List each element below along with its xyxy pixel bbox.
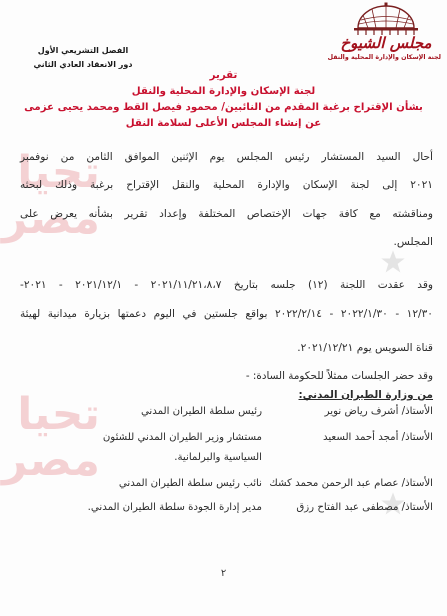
representative-name: الأستاذ/ مصطفى عبد الفتاح رزق [296, 502, 433, 513]
representative-name: الأستاذ/ عصام عبد الرحمن محمد كشك [269, 478, 433, 489]
session-line-2: دور الانعقاد العادي الثاني [33, 60, 133, 69]
representative-role: رئيس سلطة الطيران المدني [140, 406, 262, 417]
paragraph-2-line: قناة السويس يوم ٢٠٢١/١٢/٢١. [297, 342, 433, 354]
title-line-3: بشأن الإقتراح برغبة المقدم من النائبين/ محمود فيصل القط ومحمد يحيى عزمى [24, 102, 423, 113]
title-line-1: تقرير [209, 70, 238, 81]
watermark-word-2: مصر [2, 193, 100, 244]
paragraph-2-line: وقد عقدت اللجنة (١٢) جلسه بتاريخ ٢٠٢١/١١/٢١،٨،٧ - ٢٠٢١/١٢/١ - ٢٠٢١- [20, 279, 434, 291]
attendance-intro: وقد حضر الجلسات ممثلاً للحكومة السادة: - [245, 370, 433, 382]
watermark-star-icon [379, 248, 407, 276]
watermark-word-1: تحيا [17, 389, 100, 440]
representative-name: الأستاذ/ أشرف رياض نوير [324, 406, 433, 417]
representative-role: السياسية والبرلمانية. [174, 452, 262, 463]
paragraph-1-line: ٢٠٢١ إلى لجنة الإسكان والإدارة المحلية والنقل الإقتراح برغبة وذلك لبحثه [20, 179, 433, 191]
dome-icon [350, 2, 422, 36]
report-title [8, 68, 439, 132]
paragraph-1-line: المجلس. [393, 236, 433, 248]
senate-logo [327, 2, 441, 74]
watermark-word-2: مصر [2, 435, 100, 486]
logo-name: مجلس الشيوخ [340, 34, 432, 52]
session-line-1: الفصل التشريعي الأول [37, 46, 129, 55]
watermark-word-1: تحيا [17, 147, 100, 198]
representative-role: مدير إدارة الجودة سلطة الطيران المدني. [87, 502, 262, 513]
representative-name: الأستاذ/ أمجد أحمد السعيد [323, 432, 433, 443]
title-line-2: لجنة الإسكان والإدارة المحلية والنقل [131, 86, 316, 97]
representative-role: نائب رئيس سلطة الطيران المدني [118, 478, 262, 489]
title-line-4: عن إنشاء المجلس الأعلى لسلامة النقل [125, 118, 322, 129]
paragraph-2-line: ١٢/٣٠ - ٢٠٢٢/١/٣٠ - ٢٠٢٢/٢/١٤ بواقع جلستين في اليوم دعمتها بزيارة ميدانية لهيئة [20, 308, 434, 320]
committee-caption: لجنة الإسكان والإدارة المحلية والنقل [327, 54, 441, 61]
paragraph-1-line: أحال السيد المستشار رئيس المجلس يوم الإثنين الموافق الثامن من نوفمبر [20, 151, 433, 163]
representative-role: مستشار وزير الطيران المدني للشئون [102, 432, 262, 443]
ministry-heading: من وزارة الطيران المدني: [298, 389, 433, 401]
paragraph-1-line: ومناقشته مع كافة جهات الإختصاص المختلفة وإعداد تقرير بشأنه يعرض على [20, 208, 433, 220]
page-number: ٢ [220, 568, 227, 579]
